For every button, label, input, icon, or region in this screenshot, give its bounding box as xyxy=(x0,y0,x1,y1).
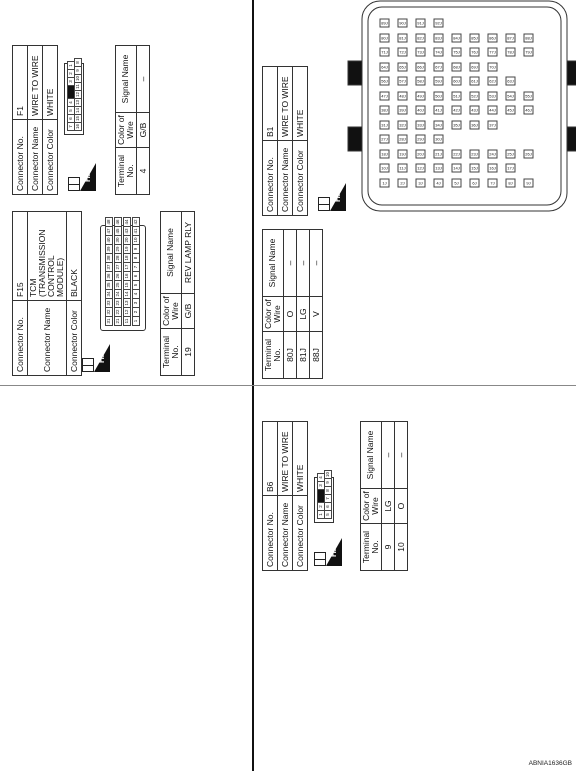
pin: 41 xyxy=(132,226,140,236)
pin: 17 xyxy=(123,262,131,272)
b1-pin: 86J xyxy=(489,35,496,41)
pin: 7 xyxy=(67,122,75,131)
b1-pin: 65J xyxy=(399,64,406,70)
f1-no-label: Connector No. xyxy=(13,120,28,195)
b1-pin: 48J xyxy=(399,93,406,99)
b6-terminal: 9 xyxy=(381,524,394,571)
b1-pin: 64J xyxy=(381,64,388,70)
f15-th-terminal: Terminal No. xyxy=(161,329,182,376)
f15-pins-row1 xyxy=(105,218,113,326)
pin: 33 xyxy=(105,298,113,308)
b1-pin: 14J xyxy=(453,166,460,171)
pin: 19 xyxy=(123,244,131,254)
b1-signal: – xyxy=(296,230,309,297)
b1-pin: 76J xyxy=(471,50,478,55)
b1-pin: 63J xyxy=(507,79,514,84)
b1-pin: 17J xyxy=(507,166,514,171)
b6-info-table xyxy=(262,421,308,571)
b1-pin: 50J xyxy=(435,93,442,99)
b1-pin: 81J xyxy=(399,35,406,41)
b1-pin: 3J xyxy=(416,179,426,188)
pin: 16 xyxy=(75,124,80,130)
b1-pin: 74J xyxy=(435,50,442,55)
b1-pin: 70J xyxy=(489,64,496,70)
table-row xyxy=(181,212,194,376)
hs-label: H.S. xyxy=(333,186,342,202)
pin: 23 xyxy=(114,298,122,308)
f15-th-wire: Color of Wire xyxy=(161,294,182,329)
b6-color-label: Connector Color xyxy=(293,496,308,571)
b1-pin: 82J xyxy=(417,35,424,41)
pin: 10 xyxy=(132,235,140,245)
pin: 4 xyxy=(67,98,75,107)
b1-th-signal: Signal Name xyxy=(263,230,284,297)
b1-pin: 12J xyxy=(417,166,424,171)
pin: 44 xyxy=(123,217,131,227)
f15-hs-icon xyxy=(82,344,110,372)
f15-signal: REV LAMP RLY xyxy=(181,212,194,294)
b1-pin: 85J xyxy=(471,35,478,41)
b1-info-table xyxy=(262,66,308,216)
b6-pins-bottom xyxy=(324,471,332,519)
b1-pin: 83J xyxy=(435,35,442,41)
b1-no: B1 xyxy=(263,67,278,141)
b1-pin: 45J xyxy=(507,108,514,113)
f15-pins-row2 xyxy=(114,218,122,326)
b6-th-wire: Color of Wire xyxy=(361,489,382,524)
b1-pin: 40J xyxy=(417,108,424,113)
book-icon xyxy=(318,197,330,211)
pin: 29 xyxy=(114,244,122,254)
pin: 5 xyxy=(324,510,332,519)
b1-pin: 55J xyxy=(525,93,532,99)
pin: 38 xyxy=(105,253,113,263)
f1-name: WIRE TO WIRE xyxy=(28,46,43,120)
pin: 32 xyxy=(105,307,113,317)
b1-pin: 2J xyxy=(398,179,408,188)
b6-terminal-table xyxy=(360,421,408,571)
b1-hs-icon xyxy=(318,183,346,211)
pin: 10 xyxy=(75,76,80,82)
pin: 10 xyxy=(325,472,330,478)
pin: 43 xyxy=(123,226,131,236)
b6-th-signal: Signal Name xyxy=(361,422,382,489)
pin: 7 xyxy=(324,494,332,503)
b1-pin: 34J xyxy=(435,122,442,128)
pin: 3 xyxy=(317,481,325,490)
b1-signal: – xyxy=(283,230,296,297)
b1-pin: 68J xyxy=(453,64,460,70)
b1-name-label: Connector Name xyxy=(278,141,293,216)
pin: 6 xyxy=(324,502,332,511)
pin: 36 xyxy=(105,271,113,281)
b1-pin: 10J xyxy=(381,166,388,171)
b6-wire: LG xyxy=(381,489,394,524)
f1-terminal-table xyxy=(115,45,150,195)
b1-pin: 1J xyxy=(380,179,390,188)
pin: 31 xyxy=(105,316,113,326)
pin: 1 xyxy=(67,61,75,70)
b1-terminal: 80J xyxy=(283,332,296,379)
b1-terminal: 81J xyxy=(296,332,309,379)
f15-color: BLACK xyxy=(66,212,81,301)
b1-pin: 18J xyxy=(381,151,388,157)
f1-signal: – xyxy=(136,46,149,113)
pin: 11 xyxy=(74,82,82,91)
pin: 26 xyxy=(114,271,122,281)
pin: 22 xyxy=(114,307,122,317)
hs-label: H.S. xyxy=(97,347,106,363)
pin: 37 xyxy=(105,262,113,272)
b1-pin: 39J xyxy=(399,108,406,113)
table-row xyxy=(283,230,296,379)
pin: 4 xyxy=(317,473,325,482)
b1-pin: 5J xyxy=(452,179,462,188)
f15-name: TCM (TRANSMISSION CONTROL MODULE) xyxy=(28,212,67,301)
pin: 46 xyxy=(114,217,122,227)
b1-pin: 91J xyxy=(417,21,424,26)
b6-terminal: 10 xyxy=(394,524,407,571)
table-row xyxy=(309,230,322,379)
pin: 12 xyxy=(75,92,80,98)
b1-latch-top xyxy=(348,127,362,151)
b1-pin: 52J xyxy=(471,93,478,99)
b1-pin: 23J xyxy=(471,151,478,157)
b1-pin: 57J xyxy=(399,79,406,84)
f1-info-table xyxy=(12,45,58,195)
b1-pin: 6J xyxy=(470,179,480,188)
b1-pin: 37J xyxy=(489,122,496,128)
b1-pin: 22J xyxy=(453,151,460,157)
hs-label: H.S. xyxy=(329,541,338,557)
f15-th-signal: Signal Name xyxy=(161,212,182,294)
b1-color: WHITE xyxy=(293,67,308,141)
pin: 2 xyxy=(132,307,140,317)
b1-pin: 78J xyxy=(507,50,514,55)
b1-pin: 73J xyxy=(417,50,424,55)
pin: 18 xyxy=(123,253,131,263)
b1-pin: 72J xyxy=(399,50,406,55)
b1-pin: 44J xyxy=(489,108,496,113)
pin: 20 xyxy=(123,235,131,245)
b1-pin: 19J xyxy=(399,151,406,157)
f1-no: F1 xyxy=(13,46,28,120)
b6-wire: O xyxy=(394,489,407,524)
f15-color-label: Connector Color xyxy=(66,301,81,376)
b1-signal: – xyxy=(309,230,322,297)
b6-no-label: Connector No. xyxy=(263,496,278,571)
b6-hs-icon xyxy=(314,538,342,566)
b1-pin: 31J xyxy=(381,122,388,128)
book-icon xyxy=(82,358,94,372)
b1-pin: 13J xyxy=(435,166,442,171)
pin: 15 xyxy=(75,116,80,122)
b1-latch-bottom xyxy=(567,127,576,151)
table-row xyxy=(136,46,149,195)
b1-pin: 41J xyxy=(435,108,442,113)
f15-name-label: Connector Name xyxy=(28,301,67,376)
b1-pin: 92J xyxy=(435,21,442,26)
pin: 40 xyxy=(105,235,113,245)
b1-pin: 49J xyxy=(417,93,424,99)
b6-no: B6 xyxy=(263,422,278,496)
middle-divider xyxy=(0,385,576,386)
b1-pin: 15J xyxy=(471,166,478,171)
b1-pin: 54J xyxy=(507,93,514,99)
b1-latch-bottom xyxy=(567,61,576,85)
b1-pin: 61J xyxy=(471,79,478,84)
pin: 6 xyxy=(132,271,140,281)
table-row xyxy=(296,230,309,379)
pin: 9 xyxy=(324,478,332,487)
f1-th-terminal: Terminal No. xyxy=(116,148,137,195)
b1-pin: 24J xyxy=(489,151,496,157)
b1-th-terminal: Terminal No. xyxy=(263,332,284,379)
pin: 9 xyxy=(74,66,82,75)
b1-no-label: Connector No. xyxy=(263,141,278,216)
b1-wire: LG xyxy=(296,297,309,332)
b1-pin: 62J xyxy=(489,79,496,84)
b1-pin: 33J xyxy=(417,122,424,128)
b1-pin: 56J xyxy=(381,79,388,84)
b1-pin: 21J xyxy=(435,151,442,157)
book-icon xyxy=(314,552,326,566)
f1-terminal: 4 xyxy=(136,148,149,195)
b1-pin: 66J xyxy=(417,64,424,70)
b1-pin: 47J xyxy=(381,93,388,99)
f1-th-wire: Color of Wire xyxy=(116,113,137,148)
b1-pin: 4J xyxy=(434,179,444,188)
b6-th-terminal: Terminal No. xyxy=(361,524,382,571)
f15-no-label: Connector No. xyxy=(13,301,28,376)
pin: 11 xyxy=(123,316,131,326)
f1-th-signal: Signal Name xyxy=(116,46,137,113)
pin: 48 xyxy=(105,217,113,227)
pin: 42 xyxy=(132,217,140,227)
b1-pin: 87J xyxy=(507,35,514,41)
b1-pin: 16J xyxy=(489,166,496,171)
b1-pin: 89J xyxy=(381,21,388,26)
pin: 8 xyxy=(74,58,82,67)
b1-pin: 59J xyxy=(435,79,442,84)
pin: 13 xyxy=(75,100,80,106)
pin: 13 xyxy=(123,298,131,308)
b1-pin: 69J xyxy=(471,64,478,70)
b1-pin: 42J xyxy=(453,108,460,113)
b6-name: WIRE TO WIRE xyxy=(278,422,293,496)
pin: 5 xyxy=(67,106,75,115)
b1-pin: 30J xyxy=(435,137,442,142)
b1-pin: 79J xyxy=(525,50,532,55)
pin: 34 xyxy=(105,289,113,299)
b1-pin: 43J xyxy=(471,108,478,113)
b1-pin: 38J xyxy=(381,108,388,113)
b1-pin: 46J xyxy=(525,108,532,113)
pin: 8 xyxy=(324,486,332,495)
b1-pin: 9J xyxy=(524,179,534,188)
b1-pin: 36J xyxy=(471,122,478,128)
b6-signal: – xyxy=(394,422,407,489)
f1-pins-bottom xyxy=(74,59,82,131)
b1-pin: 25J xyxy=(507,151,514,157)
f15-terminal-table xyxy=(160,211,195,376)
pin: 3 xyxy=(132,298,140,308)
b6-color: WHITE xyxy=(293,422,308,496)
b1-pin: 67J xyxy=(435,64,442,70)
b1-pin: 32J xyxy=(399,122,406,128)
b6-signal: – xyxy=(381,422,394,489)
f1-name-label: Connector Name xyxy=(28,120,43,195)
b1-pin: 26J xyxy=(525,151,532,157)
b1-pin: 75J xyxy=(453,50,460,55)
b6-connector xyxy=(314,472,334,523)
f15-wire: G/B xyxy=(181,294,194,329)
b1-pin: 60J xyxy=(453,79,460,84)
pin: 2 xyxy=(67,69,75,78)
figure-code: ABNIA1636GB xyxy=(528,760,572,767)
pin: 1 xyxy=(132,316,140,326)
pin: 45 xyxy=(114,226,122,236)
pin: 47 xyxy=(105,226,113,236)
pin: 39 xyxy=(105,244,113,254)
b1-name: WIRE TO WIRE xyxy=(278,67,293,141)
f1-connector xyxy=(64,63,84,135)
f15-pins-row4 xyxy=(132,218,140,326)
pin: 9 xyxy=(132,244,140,254)
pin: 28 xyxy=(114,253,122,263)
pin: 5 xyxy=(132,280,140,290)
pin: 35 xyxy=(105,280,113,290)
b1-pin: 27J xyxy=(381,137,388,142)
f1-color: WHITE xyxy=(43,46,58,120)
pin: 21 xyxy=(114,316,122,326)
pin: 27 xyxy=(114,262,122,272)
f15-connector xyxy=(100,219,146,331)
b1-pin: 28J xyxy=(399,137,406,142)
pin: 16 xyxy=(123,271,131,281)
b1-connector-outline xyxy=(262,561,477,776)
b1-pin: 71J xyxy=(381,50,388,55)
b1-body-outer xyxy=(362,1,567,211)
b1-pin: 88J xyxy=(525,35,532,41)
b6-name-label: Connector Name xyxy=(278,496,293,571)
pin: 30 xyxy=(114,235,122,245)
b1-color-label: Connector Color xyxy=(293,141,308,216)
pin: 24 xyxy=(114,289,122,299)
pin: 15 xyxy=(123,280,131,290)
f15-info-table xyxy=(12,211,82,376)
b1-pin: 51J xyxy=(453,93,460,99)
pin: 25 xyxy=(114,280,122,290)
pin: 4 xyxy=(132,289,140,299)
pin: 1 xyxy=(317,510,325,519)
b1-wire: V xyxy=(309,297,322,332)
b1-pin: 20J xyxy=(417,151,424,157)
b1-pin: 77J xyxy=(489,50,496,55)
pin: 7 xyxy=(132,262,140,272)
hs-label: H.S. xyxy=(83,166,92,182)
pin: 3 xyxy=(67,77,75,86)
b1-terminal-table xyxy=(262,229,323,379)
b1-pin: 80J xyxy=(381,35,388,41)
b1-pin: 53J xyxy=(489,93,496,99)
f1-color-label: Connector Color xyxy=(43,120,58,195)
f1-wire: G/B xyxy=(136,113,149,148)
f15-terminal: 19 xyxy=(181,329,194,376)
b1-pin: 84J xyxy=(453,35,460,41)
table-row xyxy=(381,422,394,571)
table-row xyxy=(394,422,407,571)
b1-wire: O xyxy=(283,297,296,332)
b1-latch-top xyxy=(348,61,362,85)
f1-hs-icon xyxy=(68,163,96,191)
pin: 12 xyxy=(123,307,131,317)
book-icon xyxy=(68,177,80,191)
b1-terminal: 88J xyxy=(309,332,322,379)
pin: 6 xyxy=(67,114,75,123)
pin: 2 xyxy=(317,502,325,511)
pin: 14 xyxy=(75,108,80,114)
b1-pin: 58J xyxy=(417,79,424,84)
b1-th-wire: Color of Wire xyxy=(263,297,284,332)
b1-pin: 11J xyxy=(399,166,406,171)
pin: 14 xyxy=(123,289,131,299)
b1-pin: 90J xyxy=(399,21,406,26)
b1-pin: 7J xyxy=(488,179,498,188)
b1-pin: 8J xyxy=(506,179,516,188)
b1-pin: 35J xyxy=(453,122,460,128)
pin: 8 xyxy=(132,253,140,263)
b1-pin: 29J xyxy=(417,137,424,142)
f15-pins-row3 xyxy=(123,218,131,326)
f15-no: F15 xyxy=(13,212,28,301)
